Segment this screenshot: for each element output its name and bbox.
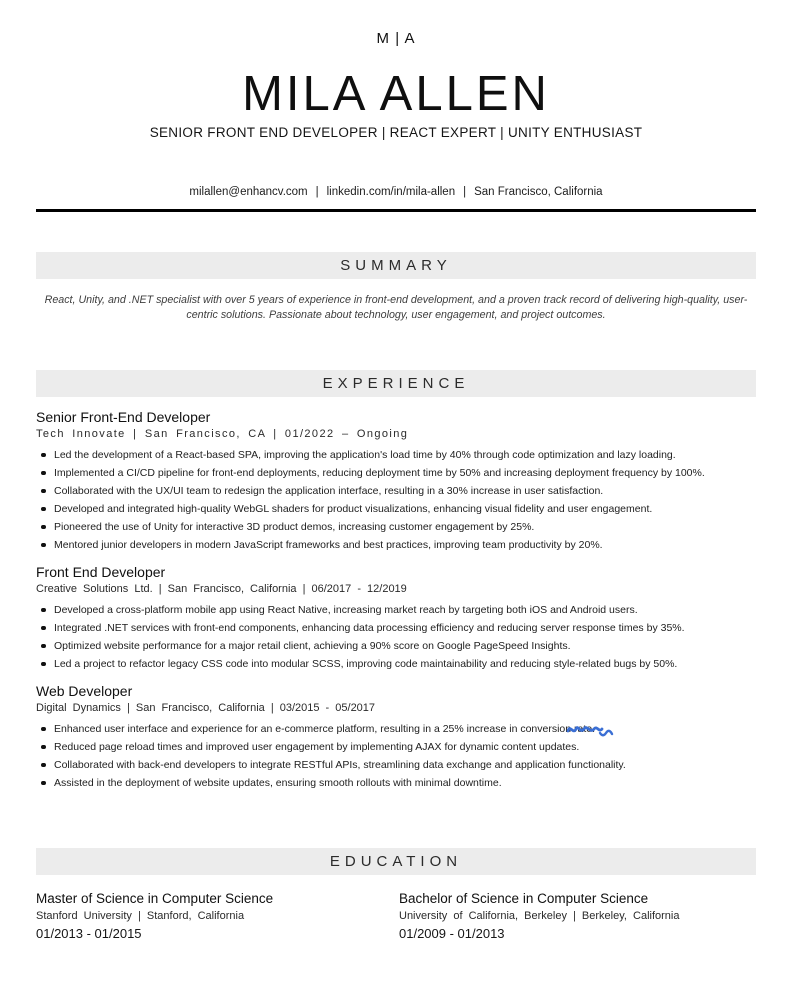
contact-separator: |: [315, 186, 319, 198]
job-bullet: Reduced page reload times and improved user engagement by implementing AJAX for dynamic content updates.: [36, 741, 756, 754]
monogram: M | A: [376, 30, 416, 47]
job-bullet: Integrated .NET services with front-end components, enhancing data processing efficiency and reducing server response times by 35%.: [36, 622, 756, 635]
contact-line: [0, 186, 792, 198]
section-header-summary: SUMMARY: [36, 252, 756, 279]
job-meta: Creative Solutions Ltd. | San Francisco, California | 06/2017 - 12/2019: [36, 582, 407, 595]
candidate-name: MILA ALLEN: [242, 67, 550, 121]
job-bullet: Implemented a CI/CD pipeline for front-end deployments, reducing deployment time by 50% and increasing deployment frequency by 100%.: [36, 467, 756, 480]
job-meta: Tech Innovate | San Francisco, CA | 01/2022 – Ongoing: [36, 427, 409, 440]
job-bullet: Led the development of a React-based SPA, improving the application's load time by 40% through code optimization and lazy loading.: [36, 449, 756, 462]
education-entry: [36, 891, 399, 941]
section-header-education: EDUCATION: [36, 848, 756, 875]
job-bullet-text: Enhanced user interface and experience for an e-commerce platform, resulting in a 25% increase in conversion rate.: [54, 722, 596, 735]
job-bullet: Led a project to refactor legacy CSS code into modular SCSS, improving code maintainability and reducing style-related bugs by 50%.: [36, 658, 756, 671]
section-header-experience: EXPERIENCE: [36, 370, 756, 397]
summary-text: React, Unity, and .NET specialist with over 5 years of experience in front-end development, and a proven track record of delivering high-quality, user-centric solutions. Passionate about technology, user engagement, and project outcomes.: [44, 294, 748, 321]
job-entry: [36, 410, 756, 552]
contact-location: San Francisco, California: [474, 186, 603, 198]
education-school: University of California, Berkeley | Berkeley, California: [399, 909, 680, 922]
job-bullet: Developed and integrated high-quality WebGL shaders for product visualizations, enhancing visual fidelity and user engagement.: [36, 503, 756, 516]
education-degree: Master of Science in Computer Science: [36, 890, 274, 906]
education-grid: [36, 891, 756, 941]
job-bullet: Collaborated with back-end developers to integrate RESTful APIs, streamlining data exchange and application functionality.: [36, 759, 756, 772]
job-bullet: [36, 723, 756, 736]
job-entry: [36, 684, 756, 790]
education-dates: 01/2009 - 01/2013: [399, 925, 505, 941]
contact-email: milallen@enhancv.com: [189, 186, 308, 198]
job-bullet-list: [36, 449, 756, 552]
job-bullet-list: [36, 723, 756, 790]
candidate-tagline: SENIOR FRONT END DEVELOPER | REACT EXPERT | UNITY ENTHUSIAST: [149, 125, 643, 140]
job-bullet: Optimized website performance for a major retail client, achieving a 90% score on Google PageSpeed Insights.: [36, 640, 756, 653]
job-bullet: Pioneered the use of Unity for interactive 3D product demos, increasing customer engagement by 25%.: [36, 521, 756, 534]
job-meta: Digital Dynamics | San Francisco, California | 03/2015 - 05/2017: [36, 701, 376, 714]
job-bullet-list: [36, 604, 756, 671]
contact-linkedin: linkedin.com/in/mila-allen: [326, 186, 456, 198]
education-entry: [399, 891, 756, 941]
job-bullet: Assisted in the deployment of website updates, ensuring smooth rollouts with minimal downtime.: [36, 777, 756, 790]
header-divider: [36, 209, 756, 212]
job-bullet: Collaborated with the UX/UI team to redesign the application interface, resulting in a 30% increase in user satisfaction.: [36, 485, 756, 498]
job-title: Front End Developer: [36, 563, 166, 580]
job-title: Web Developer: [36, 682, 133, 699]
education-school: Stanford University | Stanford, California: [36, 909, 245, 922]
job-entry: [36, 565, 756, 671]
education-degree: Bachelor of Science in Computer Science: [399, 890, 649, 906]
job-bullet: Developed a cross-platform mobile app using React Native, increasing market reach by targeting both iOS and Android users.: [36, 604, 756, 617]
education-dates: 01/2013 - 01/2015: [36, 925, 142, 941]
job-title: Senior Front-End Developer: [36, 408, 211, 425]
contact-separator: |: [463, 186, 467, 198]
job-bullet: Mentored junior developers in modern JavaScript frameworks and best practices, improving team productivity by 20%.: [36, 539, 756, 552]
